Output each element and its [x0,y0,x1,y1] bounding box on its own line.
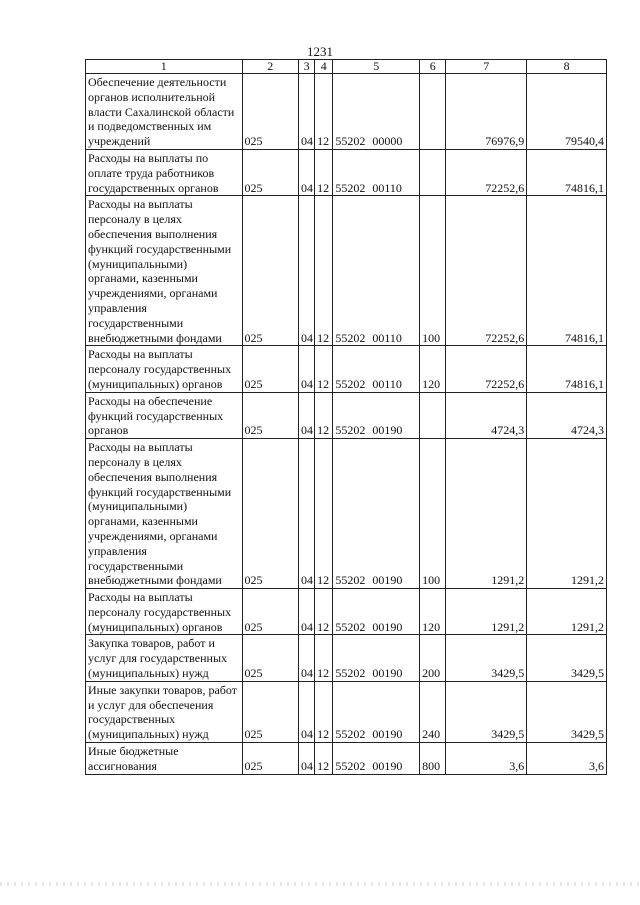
row-amount-year-2: 74816,1 [527,196,607,346]
row-amount-year-1: 3,6 [446,743,527,775]
header-cell: 6 [420,60,446,74]
row-name: Расходы на обеспечение функций государственных органов [86,392,243,438]
row-ministry-code: 025 [242,196,299,346]
scan-noise [0,882,640,886]
row-target-direction: 00190 [372,423,403,438]
row-amount-year-2: 3429,5 [527,635,607,681]
row-target-article [333,149,420,195]
row-target-program: 55202 [335,330,366,345]
header-cell: 2 [242,60,299,74]
row-target-article [333,74,420,150]
row-ministry-code: 025 [242,681,299,742]
row-target-article [333,392,420,438]
page-number: 1231 [307,44,333,59]
table-row [86,149,607,195]
table-row [86,196,607,346]
row-expense-type [420,392,446,438]
row-subsection-code: 12 [315,149,333,195]
row-target-direction: 00190 [372,758,403,773]
row-target-article [333,196,420,346]
row-target-program: 55202 [335,619,366,634]
row-target-program: 55202 [335,180,366,195]
row-subsection-code: 12 [315,74,333,150]
row-amount-year-2: 74816,1 [527,149,607,195]
table-row [86,681,607,742]
row-section-code: 04 [299,346,315,392]
header-cell: 1 [86,60,243,74]
row-expense-type [420,149,446,195]
row-name: Расходы на выплаты персоналу в целях обеспечения выполнения функций государственными (муниципальными) органами, казенными учреждениями, органами управления государственными внебюджетными фондами [86,439,243,589]
table-row [86,589,607,635]
row-target-direction: 00190 [372,619,403,634]
row-amount-year-2: 74816,1 [527,346,607,392]
row-subsection-code: 12 [315,743,333,775]
row-target-direction: 00110 [372,330,402,345]
row-amount-year-1: 3429,5 [446,635,527,681]
row-target-direction: 00190 [372,573,403,588]
row-target-direction: 00190 [372,666,403,681]
row-ministry-code: 025 [242,635,299,681]
row-amount-year-1: 1291,2 [446,439,527,589]
row-target-program: 55202 [335,134,366,149]
row-name: Расходы на выплаты персоналу государственных (муниципальных) органов [86,346,243,392]
row-subsection-code: 12 [315,681,333,742]
row-section-code: 04 [299,439,315,589]
row-amount-year-1: 76976,9 [446,74,527,150]
table-row [86,74,607,150]
row-ministry-code: 025 [242,74,299,150]
header-row [86,60,607,74]
row-expense-type: 120 [420,589,446,635]
row-target-program: 55202 [335,423,366,438]
row-target-program: 55202 [335,666,366,681]
row-subsection-code: 12 [315,589,333,635]
row-ministry-code: 025 [242,589,299,635]
row-section-code: 04 [299,149,315,195]
row-amount-year-1: 1291,2 [446,589,527,635]
row-target-article [333,346,420,392]
table-row [86,439,607,589]
row-section-code: 04 [299,635,315,681]
row-amount-year-1: 72252,6 [446,149,527,195]
row-target-program: 55202 [335,758,366,773]
header-cell: 4 [315,60,333,74]
row-expense-type [420,74,446,150]
row-subsection-code: 12 [315,635,333,681]
row-name: Закупка товаров, работ и услуг для государственных (муниципальных) нужд [86,635,243,681]
row-subsection-code: 12 [315,196,333,346]
row-expense-type: 120 [420,346,446,392]
row-target-direction: 00110 [372,376,402,391]
row-target-article [333,589,420,635]
row-target-article [333,681,420,742]
header-cell: 7 [446,60,527,74]
row-expense-type: 800 [420,743,446,775]
row-name: Расходы на выплаты персоналу в целях обеспечения выполнения функций государственными (муниципальными) органами, казенными учреждениями, органами управления государственными внебюджетными фондами [86,196,243,346]
budget-table [85,59,607,775]
table-row [86,346,607,392]
table-row [86,392,607,438]
row-expense-type: 240 [420,681,446,742]
row-subsection-code: 12 [315,346,333,392]
row-target-direction: 00110 [372,180,402,195]
row-target-program: 55202 [335,573,366,588]
row-name: Расходы на выплаты по оплате труда работников государственных органов [86,149,243,195]
row-section-code: 04 [299,392,315,438]
row-amount-year-1: 3429,5 [446,681,527,742]
row-section-code: 04 [299,589,315,635]
row-name: Обеспечение деятельности органов исполнительной власти Сахалинской области и подведомственных им учреждений [86,74,243,150]
row-section-code: 04 [299,743,315,775]
row-amount-year-1: 72252,6 [446,346,527,392]
table-row [86,635,607,681]
row-target-direction: 00190 [372,727,403,742]
row-amount-year-2: 79540,4 [527,74,607,150]
row-subsection-code: 12 [315,392,333,438]
row-section-code: 04 [299,196,315,346]
row-amount-year-2: 1291,2 [527,589,607,635]
table-row [86,743,607,775]
row-amount-year-1: 72252,6 [446,196,527,346]
row-target-direction: 00000 [372,134,403,149]
row-target-program: 55202 [335,727,366,742]
row-subsection-code: 12 [315,439,333,589]
row-target-article [333,743,420,775]
row-amount-year-2: 3429,5 [527,681,607,742]
row-name: Расходы на выплаты персоналу государственных (муниципальных) органов [86,589,243,635]
row-amount-year-2: 1291,2 [527,439,607,589]
row-target-program: 55202 [335,376,366,391]
row-target-article [333,635,420,681]
row-name: Иные закупки товаров, работ и услуг для обеспечения государственных (муниципальных) нужд [86,681,243,742]
row-name: Иные бюджетные ассигнования [86,743,243,775]
header-cell: 8 [527,60,607,74]
row-ministry-code: 025 [242,392,299,438]
header-cell: 5 [333,60,420,74]
row-target-article [333,439,420,589]
row-section-code: 04 [299,74,315,150]
row-amount-year-2: 4724,3 [527,392,607,438]
row-expense-type: 100 [420,439,446,589]
row-amount-year-1: 4724,3 [446,392,527,438]
row-expense-type: 100 [420,196,446,346]
row-expense-type: 200 [420,635,446,681]
header-cell: 3 [299,60,315,74]
row-amount-year-2: 3,6 [527,743,607,775]
row-ministry-code: 025 [242,149,299,195]
row-ministry-code: 025 [242,743,299,775]
row-ministry-code: 025 [242,346,299,392]
row-section-code: 04 [299,681,315,742]
row-ministry-code: 025 [242,439,299,589]
